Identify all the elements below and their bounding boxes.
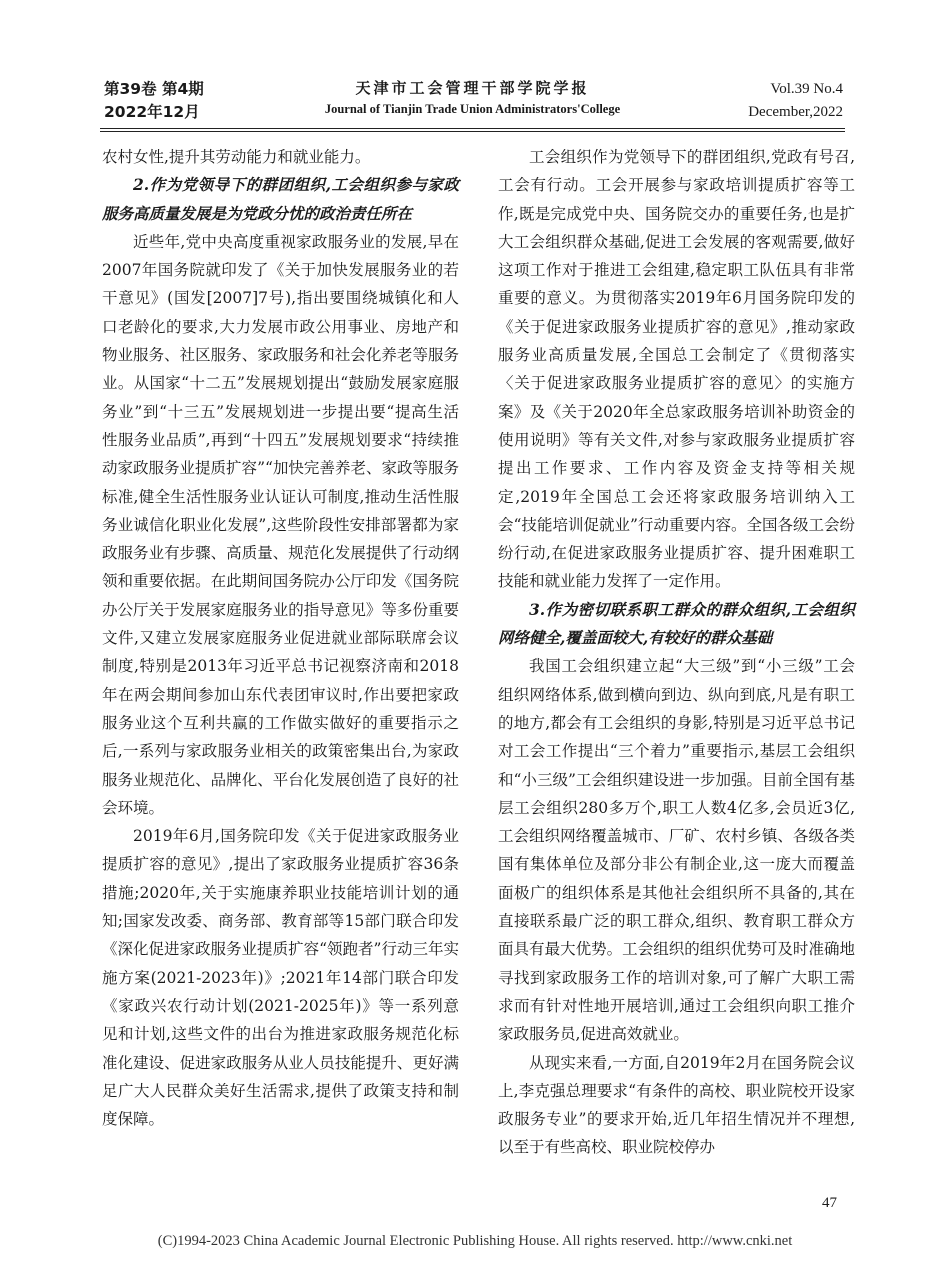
right-column bbox=[498, 143, 855, 1162]
paragraph: 农村女性,提升其劳动能力和就业能力。 bbox=[102, 148, 371, 166]
page-header bbox=[100, 74, 845, 126]
paragraph: 工会组织作为党领导下的群团组织,党政有号召,工会有行动。工会开展参与家政培训提质扩容等工作,既是完成党中央、国务院交办的重要任务,也是扩大工会组织群众基础,促进工会发展的客观需要,做好这项工作对于推进工会组建,稳定职工队伍具有非常重要的意义。为贯彻落实2019年6月国务院印发的《关于促进家政服务业提质扩容的意见》,推动家政服务业高质量发展,全国总工会制定了《贯彻落实〈关于促进家政服务业提质扩容的意见〉的实施方案》及《关于2020年全总家政服务培训补助资金的使用说明》等有关文件,对参与家政服务业提质扩容提出工作要求、工作内容及资金支持等相关规定,2019年全国总工会还将家政服务培训纳入工会“技能培训促就业”行动重要内容。全国各级工会纷纷行动,在促进家政服务业提质扩容、提升困难职工技能和就业能力发挥了一定作用。 bbox=[498, 148, 855, 591]
header-rule-top bbox=[100, 128, 845, 129]
copyright-footer: (C)1994-2023 China Academic Journal Electronic Publishing House. All rights reserved. http://www.cnki.net bbox=[157, 1233, 793, 1249]
header-rule-bottom bbox=[100, 131, 845, 132]
section-heading: 2.作为党领导下的群团组织,工会组织参与家政服务高质量发展是为党政分忧的政治责任所在 bbox=[102, 175, 459, 223]
date-en: December,2022 bbox=[748, 104, 843, 120]
page-number: 47 bbox=[822, 1195, 837, 1211]
journal-title-en: Journal of Tianjin Trade Union Administrators'College bbox=[324, 102, 621, 116]
paragraph: 近些年,党中央高度重视家政服务业的发展,早在2007年国务院就印发了《关于加快发展服务业的若干意见》(国发[2007]7号),指出要围绕城镇化和人口老龄化的要求,大力发展市政公用事业、房地产和物业服务、社区服务、家政服务和社会化养老等服务业。从国家“十二五”发展规划提出“鼓励发展家庭服务业”到“十三五”发展规划进一步提出要“提高生活性服务业品质”,再到“十四五”发展规划要求“持续推动家政服务业提质扩容”“加快完善养老、家政等服务标准,健全生活性服务业认证认可制度,推动生活性服务业诚信化职业化发展”,这些阶段性安排部署都为家政服务业有步骤、高质量、规范化发展提供了行动纲领和重要依据。在此期间国务院办公厅印发《国务院办公厅关于发展家庭服务业的指导意见》等多份重要文件,又建立发展家庭服务业促进就业部际联席会议制度,特别是2013年习近平总书记视察济南和2018年在两会期间参加山东代表团审议时,作出要把家政服务业这个互利共赢的工作做实做好的重要指示之后,一系列与家政服务业相关的政策密集出台,为家政服务业规范化、品牌化、平台化发展创造了良好的社会环境。 bbox=[102, 232, 459, 817]
journal-title-cn: 天津市工会管理干部学院学报 bbox=[355, 79, 590, 97]
paragraph: 从现实来看,一方面,自2019年2月在国务院会议上,李克强总理要求“有条件的高校、职业院校开设家政服务专业”的要求开始,近几年招生情况并不理想,以至于有些高校、职业院校停办 bbox=[498, 1053, 855, 1157]
left-column bbox=[102, 143, 459, 1133]
paragraph: 2019年6月,国务院印发《关于促进家政服务业提质扩容的意见》,提出了家政服务业提质扩容36条措施;2020年,关于实施康养职业技能培训计划的通知;国家发改委、商务部、教育部等15部门联合印发《深化促进家政服务业提质扩容“领跑者”行动三年实施方案(2021-2023年)》;2021年14部门联合印发《家政兴农行动计划(2021-2025年)》等一系列意见和计划,这些文件的出台为推进家政服务规范化标准化建设、促进家政服务从业人员技能提升、更好满足广大人民群众美好生活需求,提供了政策支持和制度保障。 bbox=[102, 827, 459, 1129]
section-heading: 3.作为密切联系职工群众的群众组织,工会组织网络健全,覆盖面较大,有较好的群众基础 bbox=[498, 599, 855, 648]
paragraph: 我国工会组织建立起“大三级”到“小三级”工会组织网络体系,做到横向到边、纵向到底,凡是有职工的地方,都会有工会组织的身影,特别是习近平总书记对工会工作提出“三个着力”重要指示,基层工会组织和“小三级”工会组织建设进一步加强。目前全国有基层工会组织280多万个,职工人数4亿多,会员近3亿,工会组织网络覆盖城市、厂矿、农村乡镇、各级各类国有集体单位及部分非公有制企业,这一庞大而覆盖面极广的组织体系是其他社会组织所不具备的,其在直接联系最广泛的职工群众,组织、教育职工群众方面具有最大优势。工会组织的组织优势可及时准确地寻找到家政服务工作的培训对象,可了解广大职工需求而有针对性地开展培训,通过工会组织向职工推介家政服务员,促进高效就业。 bbox=[498, 657, 855, 1044]
volume-issue-en: Vol.39 No.4 bbox=[770, 81, 843, 97]
volume-issue-cn: 第39卷 第4期 bbox=[104, 80, 204, 98]
date-cn: 2022年12月 bbox=[104, 103, 200, 121]
header-right bbox=[748, 78, 843, 124]
header-center bbox=[100, 78, 845, 120]
